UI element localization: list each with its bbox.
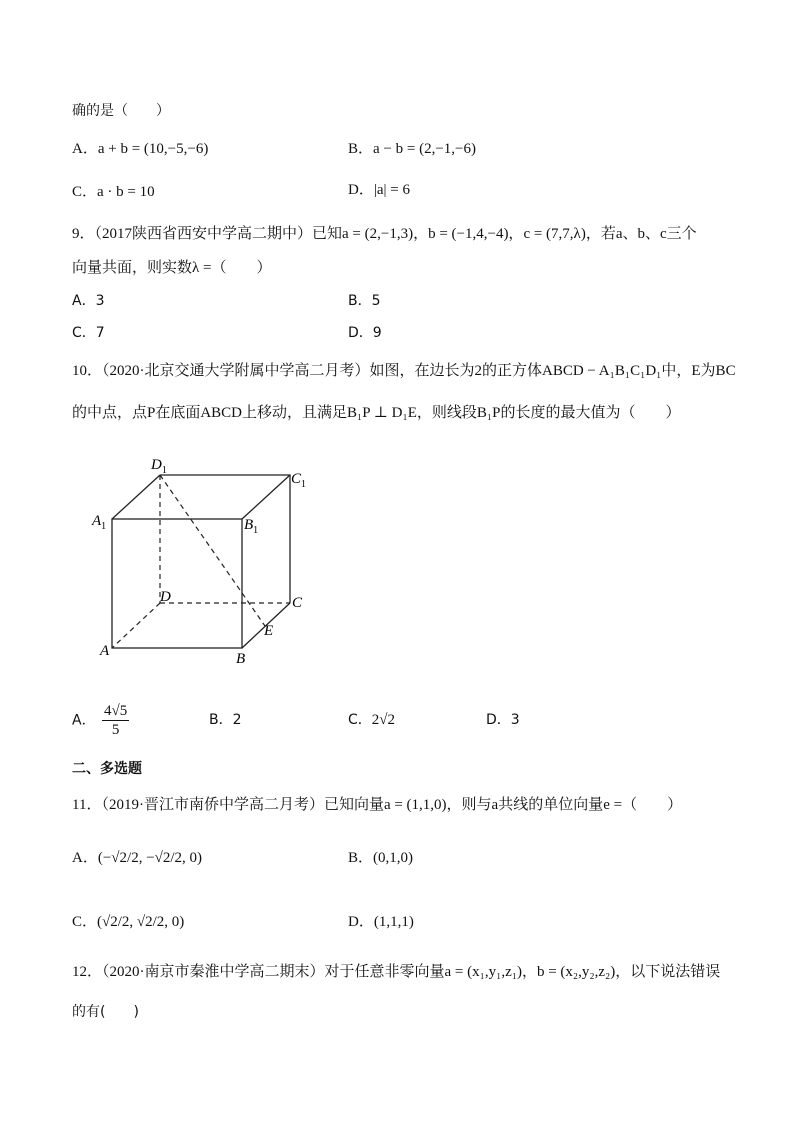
q9-option-d: D．9 bbox=[348, 325, 382, 341]
q10-option-b: B．2 bbox=[209, 712, 242, 728]
label-e: E bbox=[264, 623, 274, 639]
q11-option-b: B．(0,1,0) bbox=[348, 850, 414, 866]
q10-stem-line1: 10．（2020·北京交通大学附属中学高二月考）如图，在边长为2的正方体ABCD − A₁B₁C₁D₁中，E为BC bbox=[72, 363, 736, 379]
q8-option-b: B．a − b = (2,−1,−6) bbox=[348, 141, 477, 157]
segment-d1e bbox=[160, 475, 265, 626]
q11-option-c: C．(√2/2, √2/2, 0) bbox=[72, 914, 185, 930]
label-a1: $A_1$ bbox=[92, 513, 107, 532]
q8-option-d: D．|a| = 6 bbox=[348, 182, 410, 198]
label-c1: $C_1$ bbox=[291, 471, 307, 490]
q10-option-a: A． $\frac{4√5}{5}$ bbox=[72, 703, 128, 738]
front-face bbox=[112, 519, 242, 648]
q10-option-c: C．2√2 bbox=[348, 712, 396, 728]
edge-a1d1 bbox=[112, 475, 160, 519]
label-b1: $B_1$ bbox=[244, 517, 259, 536]
label-b: B bbox=[236, 651, 246, 667]
q10-option-d: D．3 bbox=[486, 712, 520, 728]
q8-option-c: C．a · b = 10 bbox=[72, 184, 155, 200]
q11-option-a: A．(−√2/2, −√2/2, 0) bbox=[72, 850, 203, 866]
edges-top-back bbox=[160, 475, 290, 603]
q9-stem-line1: 9．（2017陕西省西安中学高二期中）已知a = (2,−1,3)，b = (−1,4,−4)，c = (7,7,λ)，若a、b、c三个 bbox=[72, 226, 697, 242]
q11-option-d: D．(1,1,1) bbox=[348, 914, 414, 930]
q8-stem-tail: 确的是（ ） bbox=[72, 103, 170, 119]
q12-stem-line1: 12．（2020·南京市秦淮中学高二期末）对于任意非零向量a = (x₁,y₁,z₁)，b = (x₂,y₂,z₂)，以下说法错误 bbox=[72, 964, 721, 980]
q9-option-a: A．3 bbox=[72, 293, 105, 309]
q8-option-a: A．a + b = (10,−5,−6) bbox=[72, 141, 209, 157]
q12-stem-line2: 的有( ) bbox=[72, 1004, 139, 1020]
q9-option-b: B．5 bbox=[348, 293, 381, 309]
q9-stem-line2: 向量共面，则实数λ =（ ） bbox=[72, 260, 272, 276]
section-heading: 二、多选题 bbox=[72, 761, 142, 777]
label-d: D bbox=[160, 589, 171, 605]
edge-da bbox=[112, 603, 160, 648]
q9-option-c: C．7 bbox=[72, 325, 105, 341]
q11-stem: 11．（2019·晋江市南侨中学高二月考）已知向量a = (1,1,0)，则与a共线的单位向量e =（ ） bbox=[72, 797, 683, 813]
cube-figure bbox=[80, 445, 330, 675]
label-c: C bbox=[292, 595, 303, 611]
label-a: A bbox=[100, 643, 110, 659]
label-d1: $D_1$ bbox=[151, 457, 167, 476]
q10-stem-line2: 的中点，点P在底面ABCD上移动，且满足B₁P ⊥ D₁E，则线段B₁P的长度的最大值为（ ） bbox=[72, 405, 681, 421]
edge-b1c1 bbox=[242, 475, 290, 519]
